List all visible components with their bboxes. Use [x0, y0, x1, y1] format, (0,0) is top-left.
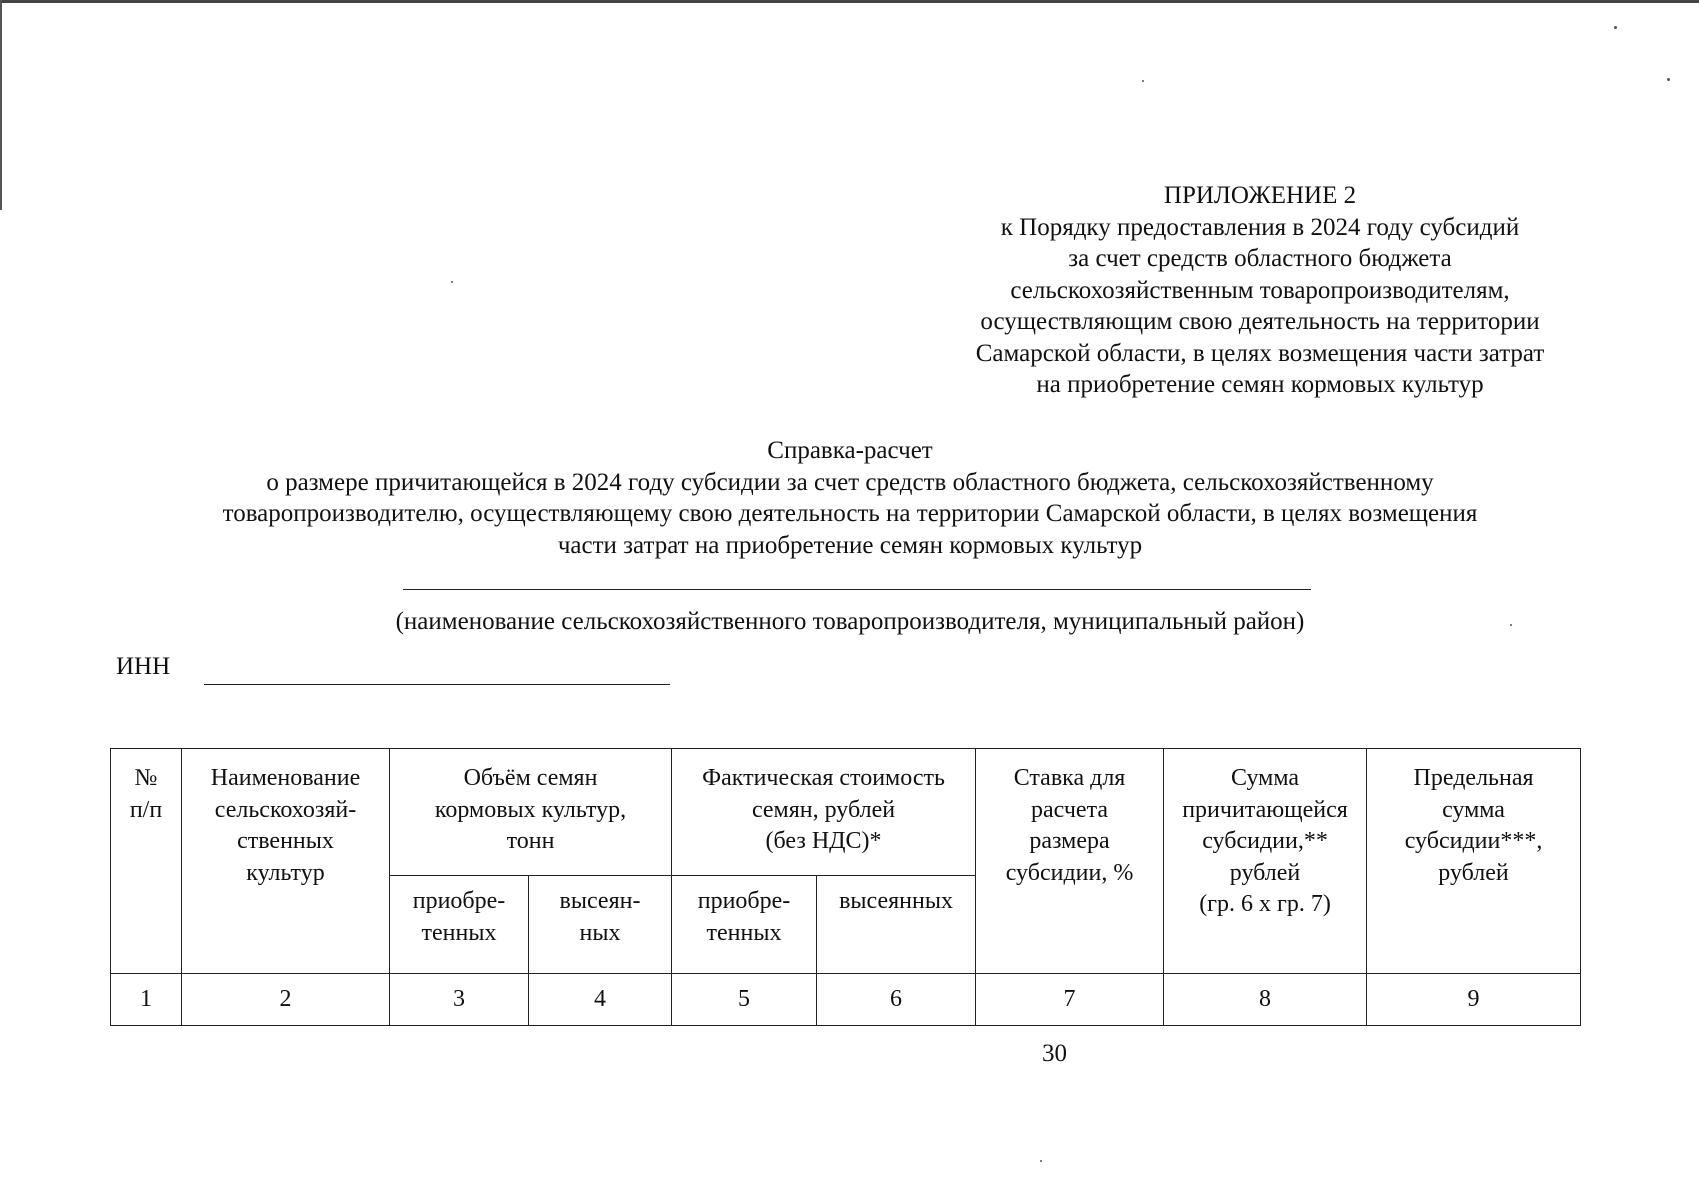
title-line: товаропроизводителю, осуществляющему свою деятельность на территории Самарской области, в целях возмещения [222, 500, 1478, 527]
column-number-cell: 3 [390, 974, 529, 1026]
header-cell-limit: Предельная сумма субсидии***, рублей [1367, 749, 1581, 974]
subheader-cell-cost-acquired: приобре- тенных [672, 876, 817, 974]
table-header-row [111, 749, 1581, 876]
appendix-line: осуществляющим свою деятельность на территории [980, 308, 1540, 335]
column-number-cell: 9 [1367, 974, 1581, 1026]
inn-label: ИНН [116, 653, 171, 680]
header-cell-rate: Ставка для расчета размера субсидии, % [976, 749, 1164, 974]
column-number-cell: 2 [182, 974, 390, 1026]
scan-speck [1614, 26, 1617, 29]
header-cell-sum: Сумма причитающейся субсидии,** рублей (гр. 6 х гр. 7) [1164, 749, 1367, 974]
appendix-line: ПРИЛОЖЕНИЕ 2 [1163, 182, 1357, 209]
appendix-heading [880, 180, 1640, 401]
column-number-cell: 6 [817, 974, 976, 1026]
producer-name-caption: (наименование сельскохозяйственного товаропроизводителя, муниципальный район) [395, 608, 1305, 635]
header-cell-crop-name: Наименование сельскохозяй- ственных культур [182, 749, 390, 974]
column-number-cell: 8 [1164, 974, 1367, 1026]
page-left-border [0, 0, 2, 210]
scan-speck [1667, 78, 1670, 81]
appendix-line: за счет средств областного бюджета [1068, 245, 1452, 272]
header-cell-number: № п/п [111, 749, 182, 974]
header-cell-cost: Фактическая стоимость семян, рублей (без НДС)* [672, 749, 976, 876]
page-top-border [0, 0, 1699, 3]
subheader-cell-cost-sown: высеянных [817, 876, 976, 974]
scan-speck [1040, 1160, 1042, 1162]
column-number-row [111, 974, 1581, 1026]
document-title [100, 435, 1600, 561]
appendix-line: сельскохозяйственным товаропроизводителям, [1010, 276, 1510, 304]
scan-speck [451, 281, 453, 283]
appendix-line: Самарской области, в целях возмещения части затрат [975, 339, 1545, 367]
title-line: о размере причитающейся в 2024 году субсидии за счет средств областного бюджета, сельскохозяйственному [266, 468, 1434, 496]
page-number: 30 [1042, 1040, 1067, 1067]
header-cell-volume: Объём семян кормовых культур, тонн [390, 749, 672, 876]
subheader-cell-volume-acquired: приобре- тенных [390, 876, 529, 974]
column-number-cell: 1 [111, 974, 182, 1026]
subheader-cell-volume-sown: высеян- ных [529, 876, 672, 974]
scan-speck [1142, 80, 1144, 82]
appendix-line: на приобретение семян кормовых культур [1036, 371, 1484, 398]
column-number-cell: 7 [976, 974, 1164, 1026]
inn-fill-line [204, 684, 670, 685]
column-number-cell: 4 [529, 974, 672, 1026]
title-heading: Справка-расчет [767, 437, 933, 464]
column-number-cell: 5 [672, 974, 817, 1026]
subsidy-calculation-table [110, 748, 1581, 1026]
producer-name-line [403, 589, 1311, 590]
title-line: части затрат на приобретение семян кормовых культур [557, 531, 1143, 559]
appendix-line: к Порядку предоставления в 2024 году субсидий [1000, 213, 1520, 241]
